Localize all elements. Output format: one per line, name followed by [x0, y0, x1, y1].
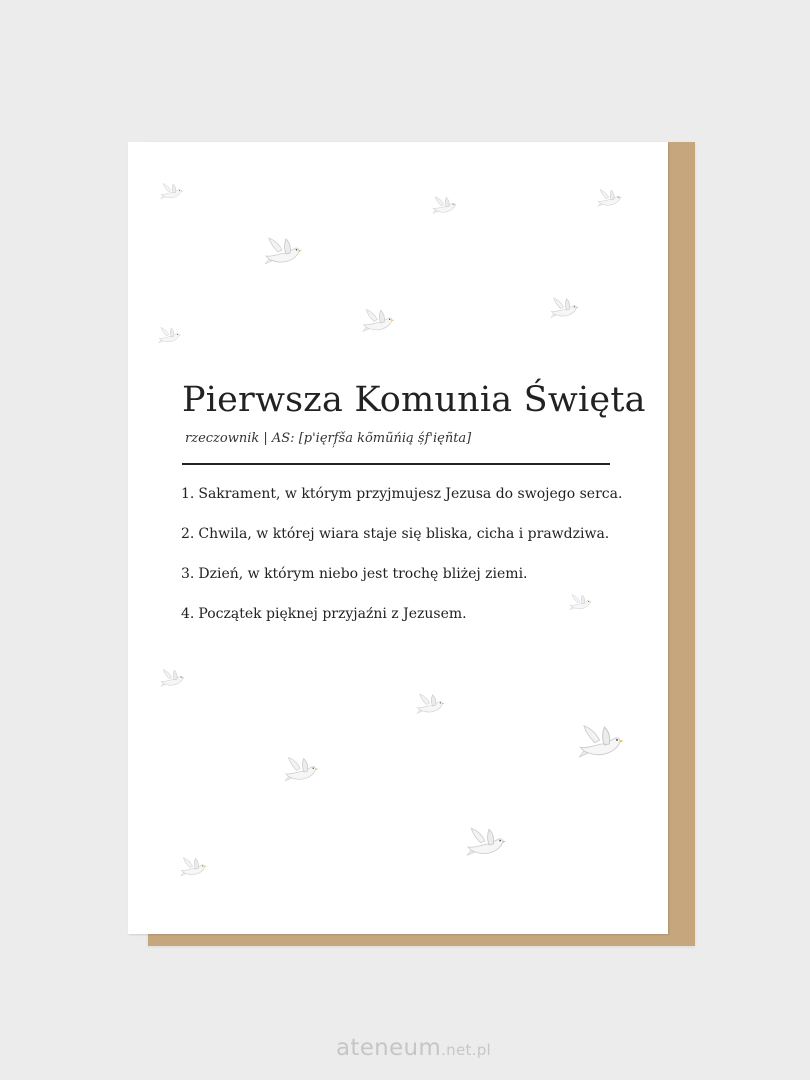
dove-icon: [284, 756, 320, 788]
title-divider: [182, 463, 610, 465]
dove-icon: [466, 826, 508, 864]
dove-icon: [160, 182, 184, 204]
dove-icon: [160, 668, 186, 692]
dove-icon: [362, 308, 396, 338]
pronunciation-line: rzeczownik | AS: [p'ięrf̦ša kõmũńią ș́f'ięñta]: [185, 431, 472, 446]
dove-icon: [180, 856, 208, 882]
greeting-card: [128, 142, 668, 934]
dove-icon: [597, 188, 623, 212]
definition-item: [181, 484, 622, 524]
watermark: [336, 1035, 491, 1061]
definition-number: 3.: [181, 566, 195, 582]
dove-icon: [158, 326, 182, 348]
dove-icon: [550, 296, 580, 324]
dove-icon: [264, 236, 304, 272]
definition-number: 4.: [181, 606, 195, 622]
definition-item: [181, 604, 622, 644]
definition-item: [181, 564, 622, 604]
dove-icon: [432, 195, 458, 219]
watermark-brand: ateneum: [336, 1035, 442, 1061]
definition-text: Sakrament, w którym przyjmujesz Jezusa do swojego serca.: [198, 486, 623, 502]
dove-icon: [416, 692, 446, 720]
dove-icon: [569, 593, 593, 615]
card-title: Pierwsza Komunia Święta: [182, 380, 646, 420]
definition-item: [181, 524, 622, 564]
definition-number: 2.: [181, 526, 195, 542]
dove-icon: [578, 723, 626, 767]
definition-number: 1.: [181, 486, 195, 502]
definition-text: Dzień, w którym niebo jest trochę bliżej ziemi.: [198, 566, 528, 582]
definition-list: [181, 484, 622, 644]
definition-text: Początek pięknej przyjaźni z Jezusem.: [198, 606, 467, 622]
definition-text: Chwila, w której wiara staje się bliska, cicha i prawdziwa.: [198, 526, 610, 542]
watermark-suffix: .net.pl: [441, 1041, 492, 1059]
